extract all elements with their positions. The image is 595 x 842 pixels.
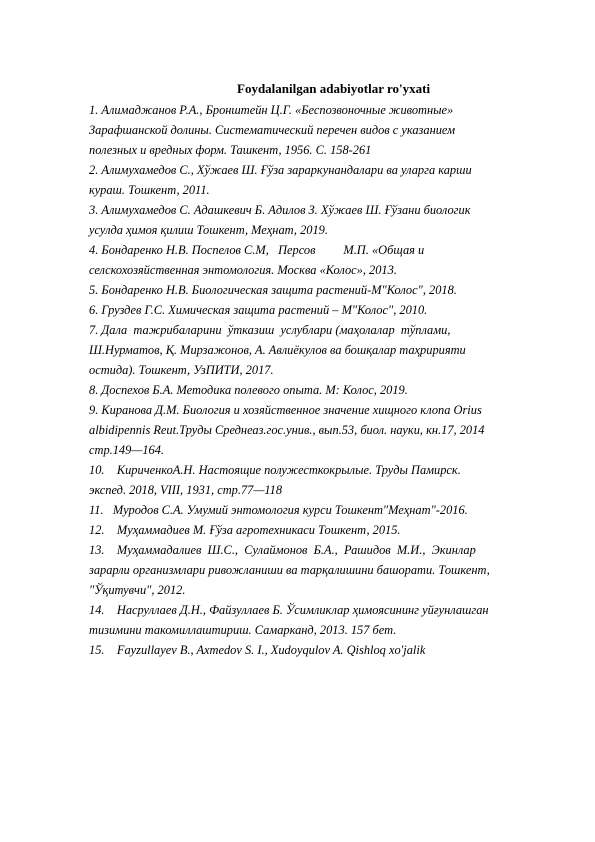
reference-line: 9. Киранова Д.М. Биология и хозяйственное значение хищного клопа Orius [89,403,482,417]
reference-line: 2. Алимухамедов С., Хўжаев Ш. Ғўза зараркунандалари ва уларга карши [89,163,472,177]
reference-line: 3. Алимухамедов С. Адашкевич Б. Адилов З. Хўжаев Ш. Ғўзани биологик [89,203,471,217]
reference-line: 1. Алимаджанов Р.А., Бронштейн Ц.Г. «Беспозвоночные животные» [89,103,454,117]
reference-line: Зарафшанской долины. Систематический перечен видов с указанием [89,123,456,137]
reference-line: кураш. Тошкент, 2011. [89,183,210,197]
reference-line: Ш.Нурматов, Қ. Мирзажонов, А. Авлиёкулов ва бошқалар таҳририяти [89,343,466,357]
reference-line: селскохозяйственная энтомология. Москва «Колос», 2013. [89,263,397,277]
page-title: Foydalanilgan adabiyotlar ro'yxati [237,81,431,96]
reference-line: остида). Тошкент, УзПИТИ, 2017. [89,363,274,377]
reference-line: 11. Муродов С.А. Умумий энтомология курси Тошкент"Меҳнат"-2016. [89,503,468,517]
reference-line: 12. Муҳаммадиев М. Ғўза агротехникаси Тошкент, 2015. [89,523,401,537]
reference-line: тизимини такомиллаштириш. Самарканд, 2013. 157 бет. [89,623,397,637]
reference-line: "Ўқитувчи", 2012. [89,583,186,597]
reference-line: 8. Доспехов Б.А. Методика полевого опыта. М: Колос, 2019. [89,383,408,397]
reference-line: экспед. 2018, VIII, 1931, стр.77—118 [89,483,283,497]
reference-line: albidipennis Reut.Труды Среднеаз.гос.унив., вып.53, биол. науки, кн.17, 2014 [89,423,485,437]
reference-line: 15. Fayzullayev B., Axmedov S. I., Xudoyqulov A. Qishloq xo'jalik [89,643,426,657]
reference-line: зарарли организмлари ривожланиши ва тарқалишини башорати. Тошкент, [89,563,490,577]
reference-line: 14. Насруллаев Д.Н., Файзуллаев Б. Ўсимликлар ҳимоясининг уйғунлашган [89,603,489,617]
reference-line: 4. Бондаренко Н.В. Поспелов С.М, Персов М.П. «Общая и [89,243,425,257]
reference-line: полезных и вредных форм. Ташкент, 1956. С. 158-261 [89,143,372,157]
reference-line: усулда ҳимоя қилиш Тошкент, Меҳнат, 2019. [89,223,328,237]
reference-line: 10. КириченкоА.Н. Настоящие полужесткокрылые. Труды Памирск. [89,463,461,477]
reference-line: 13. Муҳаммадалиев Ш.С., Сулаймонов Б.А., Рашидов М.И., Экинлар [89,543,476,557]
reference-line: 5. Бондаренко Н.В. Биологическая защита растений-М"Колос", 2018. [89,283,457,297]
reference-line: стр.149—164. [89,443,165,457]
reference-line: 7. Дала тажрибаларини ўтказиш услублари (маҳолалар тўплами, [89,323,451,337]
reference-line: 6. Груздев Г.С. Химическая защита растений – М"Колос", 2010. [89,303,428,317]
